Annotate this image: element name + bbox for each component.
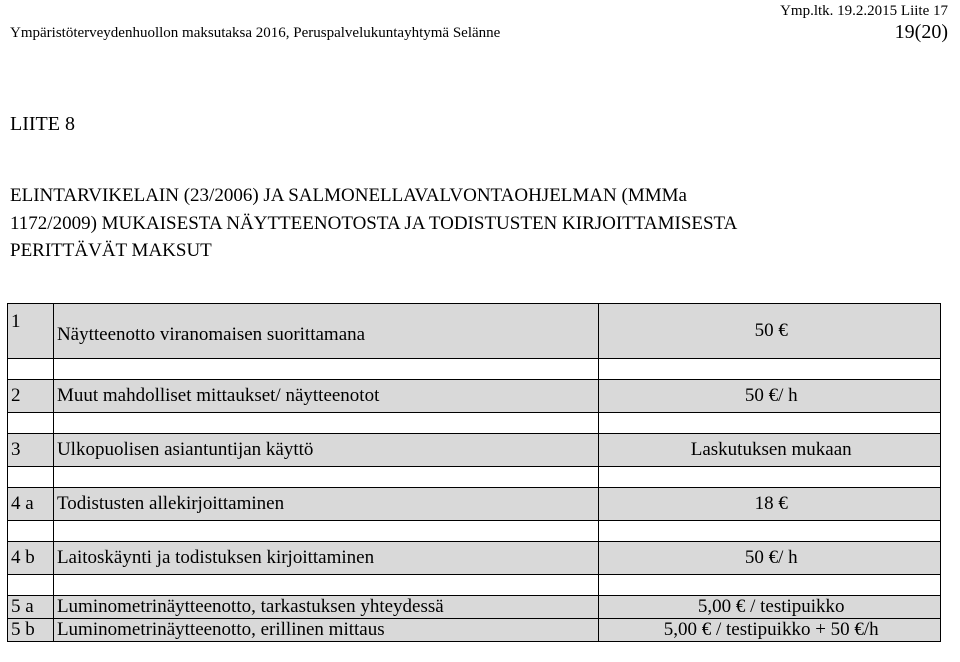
header-title: Ympäristöterveydenhuollon maksutaksa 2016, Peruspalvelukuntayhtymä Selänne [10, 25, 501, 41]
fee-table [7, 303, 941, 642]
fee-amount: 5,00 € / testipuikko + 50 €/h [599, 619, 941, 642]
fee-description: Muut mahdolliset mittaukset/ näytteenotot [53, 380, 598, 413]
document-heading [10, 182, 955, 265]
appendix-label: LIITE 8 [10, 113, 75, 135]
header-reference: Ymp.ltk. 19.2.2015 Liite 17 [780, 3, 948, 19]
fee-number: 5 a [8, 596, 54, 619]
spacer-row [8, 575, 941, 596]
fee-amount: Laskutuksen mukaan [599, 434, 941, 467]
heading-line: ELINTARVIKELAIN (23/2006) JA SALMONELLAVALVONTAOHJELMAN (MMMa [10, 185, 687, 206]
spacer-row [8, 467, 941, 488]
fee-number: 3 [8, 434, 54, 467]
spacer-row [8, 413, 941, 434]
spacer-row [8, 521, 941, 542]
fee-amount: 50 € [599, 304, 941, 359]
fee-number: 1 [8, 304, 54, 359]
fee-description: Näytteenotto viranomaisen suorittamana [53, 304, 598, 359]
fee-amount: 18 € [599, 488, 941, 521]
heading-line: 1172/2009) MUKAISESTA NÄYTTEENOTOSTA JA TODISTUSTEN KIRJOITTAMISESTA [10, 212, 738, 234]
fee-row [8, 380, 941, 413]
fee-description: Luminometrinäytteenotto, erillinen mittaus [53, 619, 598, 642]
fee-number: 4 b [8, 542, 54, 575]
fee-row [8, 434, 941, 467]
fee-amount: 50 €/ h [599, 542, 941, 575]
fee-amount: 50 €/ h [599, 380, 941, 413]
page-number: 19(20) [894, 21, 948, 43]
fee-row [8, 488, 941, 521]
fee-description: Laitoskäynti ja todistuksen kirjoittaminen [53, 542, 598, 575]
fee-amount: 5,00 € / testipuikko [599, 596, 941, 619]
fee-description: Todistusten allekirjoittaminen [53, 488, 598, 521]
fee-row [8, 542, 941, 575]
fee-row [8, 304, 941, 359]
fee-number: 5 b [8, 619, 54, 642]
heading-line: PERITTÄVÄT MAKSUT [10, 240, 212, 261]
fee-row [8, 619, 941, 642]
fee-description: Luminometrinäytteenotto, tarkastuksen yhteydessä [53, 596, 598, 619]
fee-number: 2 [8, 380, 54, 413]
spacer-row [8, 359, 941, 380]
fee-description: Ulkopuolisen asiantuntijan käyttö [53, 434, 598, 467]
fee-row [8, 596, 941, 619]
fee-number: 4 a [8, 488, 54, 521]
